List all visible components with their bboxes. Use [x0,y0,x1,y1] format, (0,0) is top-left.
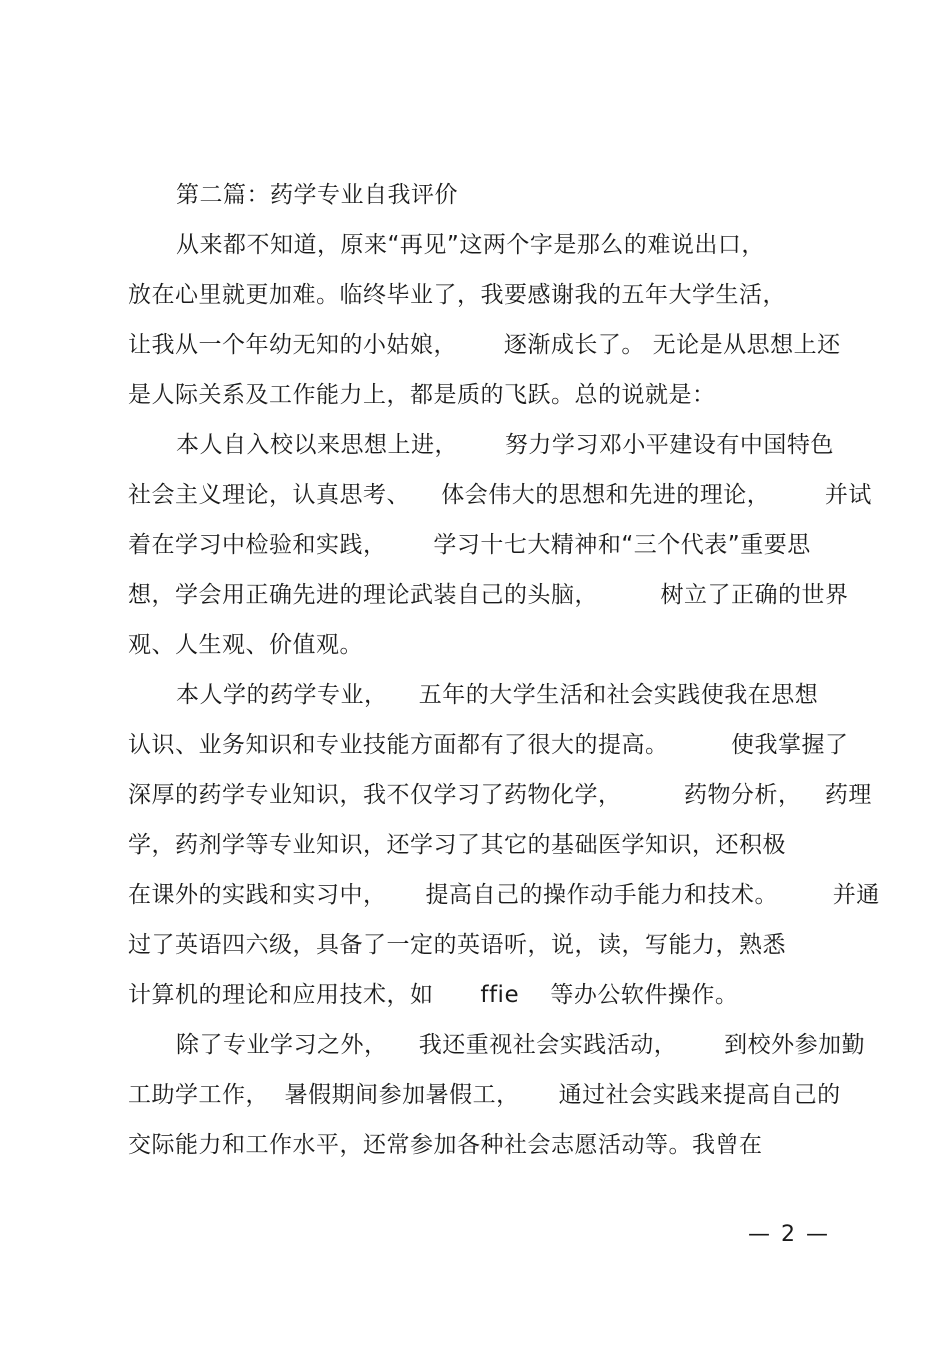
text-line: 学，药剂学等专业知识，还学习了其它的基础医学知识，还积极 [128,832,786,858]
text-line: 放在心里就更加难。临终毕业了，我要感谢我的五年大学生活， [128,282,786,308]
page-number: — 2 — [748,1222,830,1247]
text-line: 本人学的药学专业， 五年的大学生活和社会实践使我在思想 [176,682,819,708]
text-line: 交际能力和工作水平，还常参加各种社会志愿活动等。我曾在 [128,1132,763,1158]
text-line: 过了英语四六级，具备了一定的英语听，说，读，写能力，熟悉 [128,932,786,958]
text-line: 是人际关系及工作能力上，都是质的飞跃。总的说就是： [128,382,716,408]
text-line: 社会主义理论，认真思考、 体会伟大的思想和先进的理论， 并试 [128,482,872,508]
text-line: 除了专业学习之外， 我还重视社会实践活动， 到校外参加勤 [176,1032,866,1058]
text-line: 从来都不知道，原来“再见”这两个字是那么的难说出口， [176,232,765,258]
text-line: 让我从一个年幼无知的小姑娘， 逐渐成长了。 无论是从思想上还 [128,332,841,358]
text-line: 计算机的理论和应用技术，如 ffie 等办公软件操作。 [128,982,739,1008]
text-line: 认识、业务知识和专业技能方面都有了很大的提高。 使我掌握了 [128,732,849,758]
section-heading: 第二篇：药学专业自我评价 [176,182,458,208]
text-line: 想，学会用正确先进的理论武装自己的头脑， 树立了正确的世界 [128,582,849,608]
text-line: 观、人生观、价值观。 [128,632,363,658]
text-line: 在课外的实践和实习中， 提高自己的操作动手能力和技术。 并通 [128,882,880,908]
text-line: 深厚的药学专业知识，我不仅学习了药物化学， 药物分析， 药理 [128,782,872,808]
text-line: 着在学习中检验和实践， 学习十七大精神和“三个代表”重要思 [128,532,811,558]
text-line: 工助学工作， 暑假期间参加暑假工， 通过社会实践来提高自己的 [128,1082,841,1108]
text-line: 本人自入校以来思想上进， 努力学习邓小平建设有中国特色 [176,432,834,458]
